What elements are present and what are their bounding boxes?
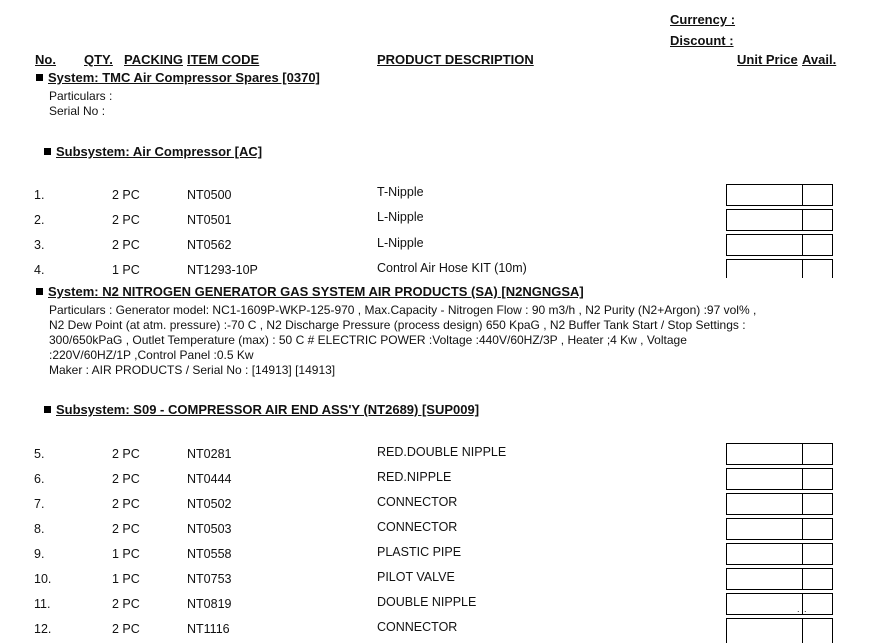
row-item-code: NT1116: [187, 622, 230, 636]
row-no: 2.: [34, 213, 45, 227]
col-header-item-code: ITEM CODE: [187, 52, 260, 67]
subsystem-heading: [44, 144, 262, 159]
col-header-qty: QTY.: [84, 52, 113, 67]
subsystem-title: Subsystem: S09 - COMPRESSOR AIR END ASS'Y (NT2689) [SUP009]: [56, 402, 480, 417]
col-header-product-description: PRODUCT DESCRIPTION: [377, 52, 534, 67]
col-header-no: No.: [35, 52, 56, 67]
avail-input[interactable]: [802, 443, 833, 465]
row-description: T-Nipple: [377, 185, 424, 199]
row-description: Control Air Hose KIT (10m): [377, 261, 527, 275]
avail-input[interactable]: [802, 259, 833, 278]
row-description: PILOT VALVE: [377, 570, 455, 584]
unit-price-input[interactable]: [726, 543, 803, 565]
row-qty: 2 PC: [112, 238, 140, 252]
unit-price-input[interactable]: [726, 618, 803, 643]
row-qty: 2 PC: [112, 622, 140, 636]
row-qty: 2 PC: [112, 522, 140, 536]
row-description: RED.DOUBLE NIPPLE: [377, 445, 507, 459]
bullet-square-icon: [44, 148, 51, 155]
bullet-square-icon: [44, 406, 51, 413]
particulars-text: Particulars : Generator model: NC1-1609P-WKP-125-970 , Max.Capacity - Nitrogen Flow : 90 m3/h , N2 Purity (N2+Argon) :97 vol% ,: [49, 303, 757, 317]
row-qty: 2 PC: [112, 472, 140, 486]
system-heading: [36, 284, 584, 299]
bullet-square-icon: [36, 288, 43, 295]
row-qty: 2 PC: [112, 188, 140, 202]
particulars-text: N2 Dew Point (at atm. pressure) :-70 C , N2 Discharge Pressure (process design) 650 KpaG , N2 Buffer Tank Start / Stop Settings :: [49, 318, 746, 332]
avail-input[interactable]: [802, 568, 833, 590]
row-item-code: NT0501: [187, 213, 232, 227]
row-no: 9.: [34, 547, 45, 561]
row-description: CONNECTOR: [377, 620, 458, 634]
unit-price-input[interactable]: [726, 468, 803, 490]
currency-label: Currency :: [670, 12, 736, 27]
row-qty: 2 PC: [112, 447, 140, 461]
avail-input[interactable]: [802, 518, 833, 540]
avail-input[interactable]: [802, 184, 833, 206]
col-header-unit-price: Unit Price: [737, 52, 798, 67]
unit-price-input[interactable]: [726, 593, 803, 615]
unit-price-input[interactable]: [726, 209, 803, 231]
subsystem-heading: [44, 402, 479, 417]
unit-price-input[interactable]: [726, 443, 803, 465]
unit-price-input[interactable]: [726, 493, 803, 515]
row-no: 6.: [34, 472, 45, 486]
unit-price-input[interactable]: [726, 184, 803, 206]
system-heading: [36, 70, 320, 85]
row-item-code: NT0444: [187, 472, 232, 486]
row-no: 11.: [34, 597, 51, 611]
serial-label: Serial No :: [49, 104, 106, 118]
col-header-avail: Avail.: [802, 52, 837, 67]
subsystem-title: Subsystem: Air Compressor [AC]: [56, 144, 263, 159]
row-description: DOUBLE NIPPLE: [377, 595, 477, 609]
footnote-dots: . .: [797, 604, 808, 614]
particulars-text: 300/650kPaG , Outlet Temperature (max) : 50 C # ELECTRIC POWER :Voltage :440V/60HZ/3P , Heater ;4 Kw , Voltage: [49, 333, 687, 347]
avail-input[interactable]: [802, 493, 833, 515]
avail-input[interactable]: [802, 468, 833, 490]
unit-price-input[interactable]: [726, 259, 803, 278]
row-description: CONNECTOR: [377, 495, 458, 509]
particulars-label: Particulars :: [49, 89, 113, 103]
row-qty: 2 PC: [112, 497, 140, 511]
avail-input[interactable]: [802, 618, 833, 643]
avail-input[interactable]: [802, 209, 833, 231]
row-no: 10.: [34, 572, 52, 586]
row-no: 8.: [34, 522, 45, 536]
row-no: 3.: [34, 238, 45, 252]
row-description: L-Nipple: [377, 210, 424, 224]
system-title: System: TMC Air Compressor Spares [0370]: [48, 70, 320, 85]
row-description: PLASTIC PIPE: [377, 545, 462, 559]
row-item-code: NT0281: [187, 447, 232, 461]
avail-input[interactable]: [802, 543, 833, 565]
row-no: 5.: [34, 447, 45, 461]
row-no: 1.: [34, 188, 45, 202]
unit-price-input[interactable]: [726, 518, 803, 540]
row-item-code: NT0558: [187, 547, 232, 561]
row-qty: 2 PC: [112, 213, 140, 227]
row-item-code: NT0753: [187, 572, 232, 586]
avail-input[interactable]: [802, 234, 833, 256]
row-item-code: NT0562: [187, 238, 232, 252]
row-item-code: NT1293-10P: [187, 263, 258, 277]
row-no: 12.: [34, 622, 52, 636]
row-qty: 1 PC: [112, 572, 140, 586]
row-description: CONNECTOR: [377, 520, 458, 534]
row-no: 4.: [34, 263, 45, 277]
row-item-code: NT0819: [187, 597, 232, 611]
particulars-text: :220V/60HZ/1P ,Control Panel :0.5 Kw: [49, 348, 254, 362]
row-no: 7.: [34, 497, 45, 511]
system-title: System: N2 NITROGEN GENERATOR GAS SYSTEM AIR PRODUCTS (SA) [N2NGNGSA]: [48, 284, 584, 299]
unit-price-input[interactable]: [726, 568, 803, 590]
row-qty: 2 PC: [112, 597, 140, 611]
row-qty: 1 PC: [112, 547, 140, 561]
unit-price-input[interactable]: [726, 234, 803, 256]
row-item-code: NT0500: [187, 188, 232, 202]
row-item-code: NT0502: [187, 497, 232, 511]
discount-label: Discount :: [670, 33, 734, 48]
row-description: L-Nipple: [377, 236, 424, 250]
row-item-code: NT0503: [187, 522, 232, 536]
row-description: RED.NIPPLE: [377, 470, 452, 484]
row-qty: 1 PC: [112, 263, 140, 277]
maker-serial-text: Maker : AIR PRODUCTS / Serial No : [14913] [14913]: [49, 363, 336, 377]
col-header-packing: PACKING: [124, 52, 183, 67]
bullet-square-icon: [36, 74, 43, 81]
